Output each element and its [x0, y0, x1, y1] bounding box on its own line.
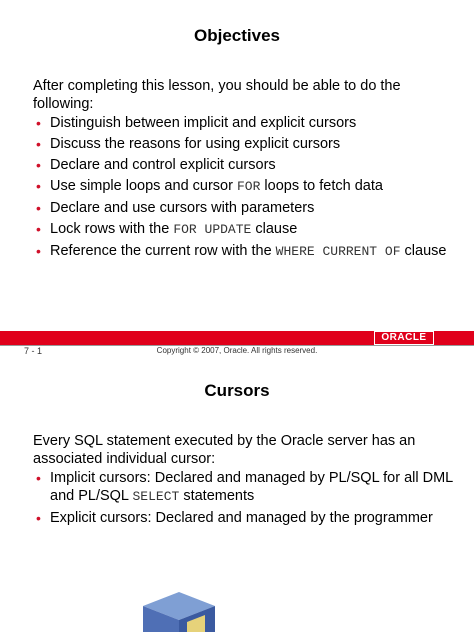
bullet-text: Reference the current row with the	[50, 243, 276, 259]
bullet-text: Lock rows with the	[50, 221, 174, 237]
page-number: 7 - 1	[24, 346, 43, 356]
slide2-title: Cursors	[204, 381, 270, 400]
slide1-bullet-item	[33, 156, 453, 174]
code-keyword: FOR	[236, 179, 261, 194]
bullet-dot-icon: •	[36, 115, 41, 131]
bullet-text: Declare and use cursors with parameters	[50, 200, 315, 216]
slide1-title: Objectives	[194, 26, 280, 45]
copyright-text: Copyright © 2007, Oracle. All rights reserved.	[156, 346, 318, 355]
slide1-bullet-item	[33, 220, 453, 239]
slide2-bullet-list	[33, 469, 453, 530]
bullet-dot-icon: •	[36, 178, 41, 194]
bullet-dot-icon: •	[36, 221, 41, 237]
slide2-intro: Every SQL statement executed by the Oracle server has an associated individual cursor:	[33, 433, 416, 467]
bullet-text: Declare and control explicit cursors	[50, 157, 276, 173]
code-keyword: FOR UPDATE	[173, 222, 252, 237]
code-keyword: SELECT	[132, 489, 180, 504]
bullet-dot-icon: •	[36, 136, 41, 152]
bullet-text: Discuss the reasons for using explicit cursors	[50, 136, 341, 152]
slide2-bullet-item	[33, 509, 453, 527]
bullet-dot-icon: •	[36, 470, 41, 486]
bullet-text: clause	[251, 221, 298, 237]
bullet-dot-icon: •	[36, 243, 41, 259]
bullet-text: Implicit cursors: Declared and managed by PL/SQL for all DML and PL/SQL	[50, 470, 453, 504]
database-cube-icon	[143, 592, 215, 632]
slide1-bullet-item	[33, 242, 453, 261]
bullet-text: statements	[179, 488, 255, 504]
bullet-text: Explicit cursors: Declared and managed by the programmer	[50, 510, 433, 526]
bullet-dot-icon: •	[36, 510, 41, 526]
slide1-intro: After completing this lesson, you should be able to do the following:	[33, 78, 401, 112]
slide1-bullet-list	[33, 114, 453, 264]
oracle-logo: ORACLE	[374, 331, 434, 345]
bullet-dot-icon: •	[36, 200, 41, 216]
bullet-text: clause	[400, 243, 447, 259]
oracle-red-bar	[0, 331, 474, 345]
slide1-bullet-item	[33, 135, 453, 153]
bullet-text: Distinguish between implicit and explicit cursors	[50, 115, 357, 131]
slide1-bullet-item	[33, 114, 453, 132]
bullet-text: loops to fetch data	[260, 178, 383, 194]
code-keyword: WHERE CURRENT OF	[275, 244, 401, 259]
slide1-bullet-item	[33, 199, 453, 217]
bullet-dot-icon: •	[36, 157, 41, 173]
slide1-bullet-item	[33, 177, 453, 196]
bullet-text: Use simple loops and cursor	[50, 178, 237, 194]
slide2-bullet-item	[33, 469, 453, 506]
